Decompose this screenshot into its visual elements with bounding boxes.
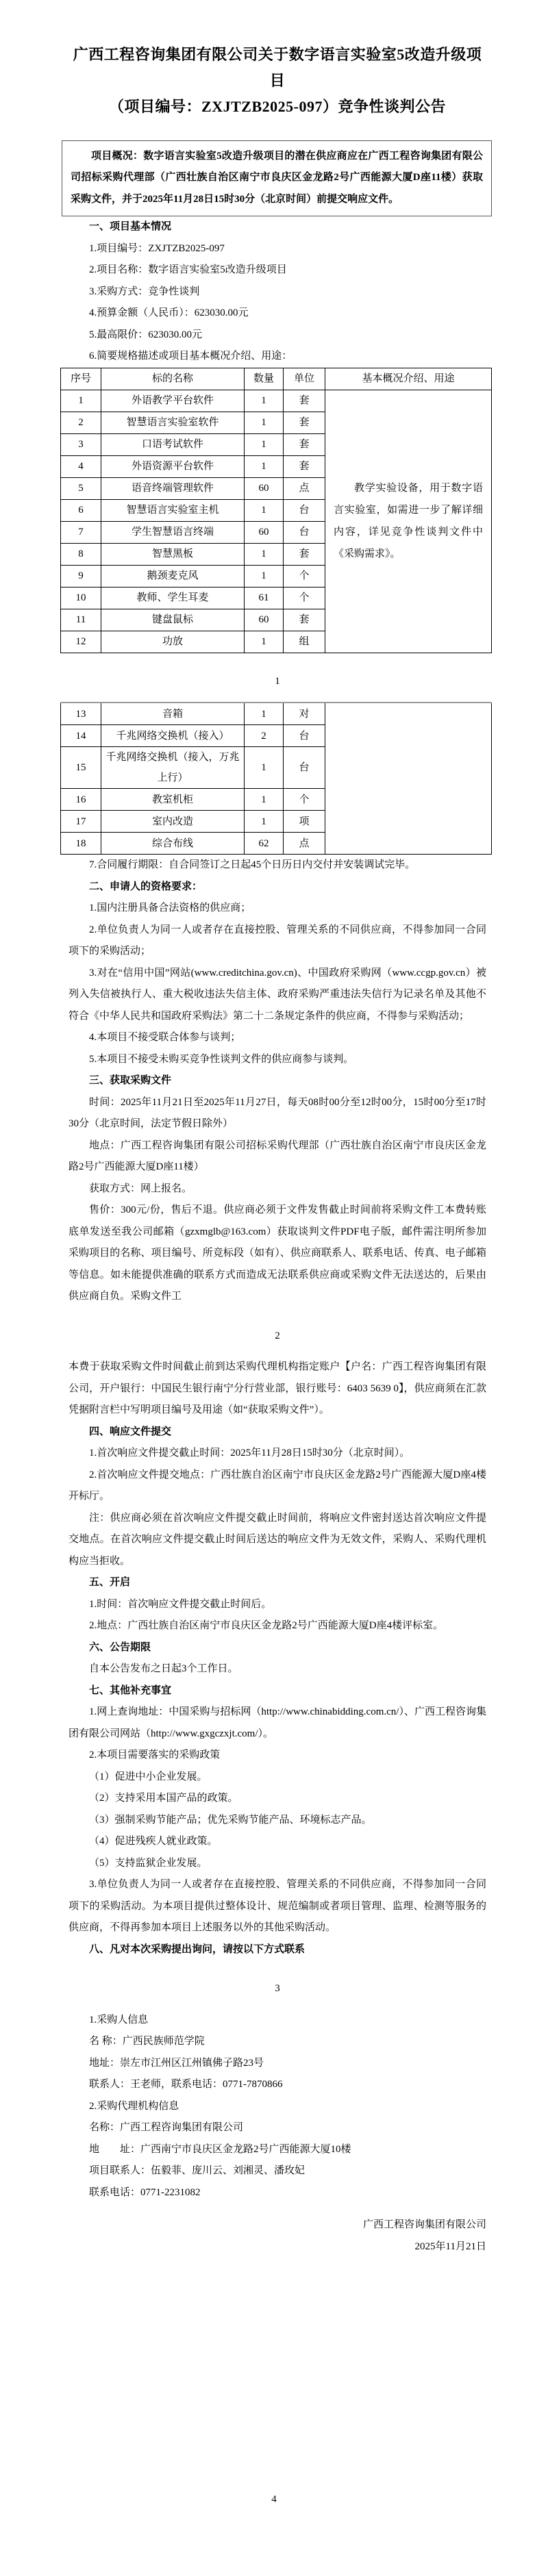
paragraph: 地址：崇左市江州区江州镇佛子路23号 <box>89 2057 264 2069</box>
cell-qty: 60 <box>245 521 284 543</box>
cell-unit: 点 <box>284 833 325 855</box>
document-title-line-1: 广西工程咨询集团有限公司关于数字语言实验室5改造升级项目 <box>73 45 482 89</box>
section-heading: 三、获取采购文件 <box>89 1075 172 1087</box>
table-row <box>61 390 492 412</box>
paragraph: （5）支持监狱企业发展。 <box>89 1857 208 1869</box>
column-header: 数量 <box>245 368 284 390</box>
table-row <box>61 703 492 725</box>
cell-qty: 1 <box>245 499 284 521</box>
paragraph: 时间：2025年11月21日至2025年11月27日，每天08时00分至12时00分，15时00分至17时30分（北京时间，法定节假日除外） <box>68 1096 486 1130</box>
cell-name: 口语考试软件 <box>101 433 245 455</box>
cell-name: 综合布线 <box>101 833 245 855</box>
cell-no: 12 <box>61 631 101 653</box>
page-number: 1 <box>275 675 280 687</box>
cell-no: 6 <box>61 499 101 521</box>
section-heading: 六、公告期限 <box>89 1641 151 1653</box>
cell-unit: 个 <box>284 789 325 811</box>
cell-no: 8 <box>61 543 101 565</box>
cell-name: 教室机柜 <box>101 789 245 811</box>
paragraph: （1）促进中小企业发展。 <box>89 1771 208 1782</box>
cell-unit: 套 <box>284 455 325 477</box>
cell-unit: 个 <box>284 587 325 609</box>
paragraph: 6.简要规格描述或项目基本概况介绍、用途： <box>89 351 292 362</box>
signature-company: 广西工程咨询集团有限公司 <box>362 2219 486 2231</box>
paragraph: 1.网上查询地址：中国采购与招标网（http://www.chinabidding.com.cn/）、广西工程咨询集团有限公司网站（http://www.gxgczxjt.com/）。 <box>68 1706 486 1739</box>
cell-unit: 项 <box>284 811 325 833</box>
spec-note-cell-empty <box>325 703 492 855</box>
paragraph: 2.地点：广西壮族自治区南宁市良庆区金龙路2号广西能源大厦D座4楼评标室。 <box>89 1620 444 1632</box>
paragraph: 4.预算金额（人民币）：623030.00元 <box>89 307 249 319</box>
cell-qty: 1 <box>245 747 284 789</box>
cell-no: 7 <box>61 521 101 543</box>
paragraph: 自本公告发布之日起3个工作日。 <box>89 1663 238 1675</box>
cell-qty: 1 <box>245 789 284 811</box>
paragraph: 名称：广西工程咨询集团有限公司 <box>89 2122 244 2134</box>
cell-qty: 60 <box>245 609 284 631</box>
cell-no: 2 <box>61 412 101 433</box>
cell-unit: 套 <box>284 412 325 433</box>
paragraph: （3）强制采购节能产品；优先采购节能产品、环境标志产品。 <box>89 1814 372 1826</box>
cell-name: 智慧语言实验室主机 <box>101 499 245 521</box>
cell-qty: 1 <box>245 631 284 653</box>
cell-name: 功放 <box>101 631 245 653</box>
page-number: 2 <box>275 1330 280 1341</box>
paragraph: 售价：300元/份，售后不退。供应商必须于文件发售截止时间前将采购文件工本费转账底单发送至我公司邮箱（gzxmglb@163.com）获取谈判文件PDF电子版，邮件需注明所参加采购项目的名称、项目编号、所竞标段（如有）、供应商联系人、联系电话、传真、电子邮箱等信息。如未能提供准确的联系方式而造成无法联系供应商或采购文件无法送达的，后果由供应商自负。采购文件工 <box>68 1204 486 1302</box>
paragraph: 2.采购代理机构信息 <box>89 2100 179 2112</box>
cell-no: 4 <box>61 455 101 477</box>
column-header: 序号 <box>61 368 101 390</box>
cell-name: 学生智慧语言终端 <box>101 521 245 543</box>
cell-no: 14 <box>61 725 101 747</box>
paragraph: 1.项目编号：ZXJTZB2025-097 <box>89 242 225 254</box>
paragraph: 本费于获取采购文件时间截止前到达采购代理机构指定账户【户名：广西工程咨询集团有限公司，开户银行：中国民生银行南宁分行营业部，银行账号：6403 5639 0】，供应商须在汇款凭据附言栏中写明项目编号及用途（如“获取采购文件”）。 <box>68 1361 486 1416</box>
cell-name: 音箱 <box>101 703 245 725</box>
cell-no: 17 <box>61 811 101 833</box>
section-heading: 一、项目基本情况 <box>89 221 172 233</box>
paragraph: 地 址：广西南宁市良庆区金龙路2号广西能源大厦10楼 <box>89 2143 351 2155</box>
cell-qty: 2 <box>245 725 284 747</box>
section-heading: 四、响应文件提交 <box>89 1426 172 1437</box>
paragraph: 2.本项目需要落实的采购政策 <box>89 1750 221 1761</box>
paragraph: 5.本项目不接受未购买竞争性谈判文件的供应商参与谈判。 <box>89 1053 354 1065</box>
items-table-header-row <box>61 368 492 390</box>
section-heading: 八、凡对本次采购提出询问，请按以下方式联系 <box>89 1943 306 1955</box>
cell-unit: 套 <box>284 609 325 631</box>
page-number-4: 4 <box>271 2493 277 2505</box>
paragraph: 联系人：王老师，联系电话：0771-7870866 <box>89 2079 283 2091</box>
cell-name: 鹅颈麦克风 <box>101 565 245 587</box>
cell-qty: 1 <box>245 390 284 412</box>
cell-no: 5 <box>61 477 101 499</box>
column-header: 标的名称 <box>101 368 245 390</box>
cell-name: 室内改造 <box>101 811 245 833</box>
cell-no: 1 <box>61 390 101 412</box>
paragraph: 地点：广西工程咨询集团有限公司招标采购代理部（广西壮族自治区南宁市良庆区金龙路2号广西能源大厦D座11楼） <box>68 1139 486 1173</box>
page-number: 3 <box>275 1983 280 1995</box>
cell-no: 11 <box>61 609 101 631</box>
cell-unit: 对 <box>284 703 325 725</box>
cell-no: 10 <box>61 587 101 609</box>
project-overview-text: 项目概况：数字语言实验室5改造升级项目的潜在供应商应在广西工程咨询集团有限公司招标采购代理部（广西壮族自治区南宁市良庆区金龙路2号广西能源大厦D座11楼）获取采购文件，并于2025年11月28日15时30分（北京时间）前提交响应文件。 <box>71 150 483 205</box>
cell-no: 3 <box>61 433 101 455</box>
cell-qty: 1 <box>245 543 284 565</box>
paragraph: 注：供应商必须在首次响应文件提交截止时间前，将响应文件密封送达首次响应文件提交地点。在首次响应文件提交截止时间后送达的响应文件为无效文件，采购人、采购代理机构应当拒收。 <box>68 1512 486 1567</box>
cell-name: 外语资源平台软件 <box>101 455 245 477</box>
cell-name: 键盘鼠标 <box>101 609 245 631</box>
paragraph: 获取方式：网上报名。 <box>89 1183 192 1194</box>
cell-qty: 60 <box>245 477 284 499</box>
paragraph: 5.最高限价：623030.00元 <box>89 329 203 340</box>
paragraph: 7.合同履行期限：自合同签订之日起45个日历日内交付并安装调试完毕。 <box>89 859 416 871</box>
section-heading: 五、开启 <box>89 1577 131 1589</box>
cell-qty: 61 <box>245 587 284 609</box>
cell-name: 外语教学平台软件 <box>101 390 245 412</box>
cell-qty: 1 <box>245 703 284 725</box>
cell-unit: 套 <box>284 433 325 455</box>
paragraph: 3.对在“信用中国”网站(www.creditchina.gov.cn)、中国政府采购网（www.ccgp.gov.cn）被列入失信被执行人、重大税收违法失信主体、政府采购严重违法失信行为记录名单及其他不符合《中华人民共和国政府采购法》第二十二条规定条件的供应商，不得参与采购活动； <box>68 967 486 1022</box>
paragraph: 1.采购人信息 <box>89 2014 149 2025</box>
cell-unit: 台 <box>284 521 325 543</box>
paragraph: （2）支持采用本国产品的政策。 <box>89 1793 238 1804</box>
items-table-part-1 <box>60 368 492 653</box>
cell-unit: 台 <box>284 725 325 747</box>
paragraph: 3.单位负责人为同一人或者存在直接控股、管理关系的不同供应商，不得参加同一合同项下的采购活动。为本项目提供过整体设计、规范编制或者项目管理、监理、检测等服务的供应商，不得再参加本项目上述服务以外的其他采购活动。 <box>68 1879 486 1934</box>
cell-no: 13 <box>61 703 101 725</box>
cell-unit: 点 <box>284 477 325 499</box>
paragraph: 联系电话：0771-2231082 <box>89 2186 201 2198</box>
cell-unit: 组 <box>284 631 325 653</box>
cell-no: 16 <box>61 789 101 811</box>
cell-unit: 台 <box>284 499 325 521</box>
cell-qty: 1 <box>245 565 284 587</box>
paragraph: 名 称：广西民族师范学院 <box>89 2036 205 2047</box>
paragraph: 项目联系人：伍毅菲、庞川云、刘湘灵、潘玫妃 <box>89 2165 306 2177</box>
column-header: 基本概况介绍、用途 <box>325 368 492 390</box>
cell-unit: 个 <box>284 565 325 587</box>
paragraph: 2.项目名称：数字语言实验室5改造升级项目 <box>89 264 287 276</box>
cell-name: 智慧语言实验室软件 <box>101 412 245 433</box>
cell-no: 9 <box>61 565 101 587</box>
cell-qty: 62 <box>245 833 284 855</box>
spec-note-cell: 教学实验设备，用于数字语言实验室，如需进一步了解详细内容，详见竞争性谈判文件中《采购需求》。 <box>325 390 492 653</box>
cell-no: 18 <box>61 833 101 855</box>
document-title <box>68 10 486 120</box>
cell-qty: 1 <box>245 412 284 433</box>
paragraph: 1.首次响应文件提交截止时间：2025年11月28日15时30分（北京时间）。 <box>89 1448 410 1459</box>
document-body <box>68 216 486 2258</box>
paragraph: （4）促进残疾人就业政策。 <box>89 1836 218 1847</box>
document-content <box>0 10 548 2258</box>
items-table-part-2 <box>60 702 492 855</box>
document-title-line-2: （项目编号：ZXJTZB2025-097）竞争性谈判公告 <box>109 97 446 115</box>
cell-qty: 1 <box>245 811 284 833</box>
project-overview-box <box>62 140 492 217</box>
cell-unit: 套 <box>284 390 325 412</box>
section-heading: 二、申请人的资格要求： <box>89 881 203 892</box>
paragraph: 1.时间：首次响应文件提交截止时间后。 <box>89 1598 272 1610</box>
section-heading: 七、其他补充事宜 <box>89 1684 172 1696</box>
cell-unit: 台 <box>284 747 325 789</box>
paragraph: 3.采购方式：竞争性谈判 <box>89 286 200 297</box>
signature-date: 2025年11月21日 <box>414 2240 486 2252</box>
cell-name: 语音终端管理软件 <box>101 477 245 499</box>
cell-no: 15 <box>61 747 101 789</box>
cell-name: 教师、学生耳麦 <box>101 587 245 609</box>
cell-name: 智慧黑板 <box>101 543 245 565</box>
cell-name: 千兆网络交换机（接入，万兆上行） <box>101 747 245 789</box>
column-header: 单位 <box>284 368 325 390</box>
paragraph: 1.国内注册具备合法资格的供应商； <box>89 902 251 914</box>
cell-unit: 套 <box>284 543 325 565</box>
cell-qty: 1 <box>245 455 284 477</box>
cell-qty: 1 <box>245 433 284 455</box>
cell-name: 千兆网络交换机（接入） <box>101 725 245 747</box>
paragraph: 2.单位负责人为同一人或者存在直接控股、管理关系的不同供应商，不得参加同一合同项下的采购活动； <box>68 924 486 957</box>
paragraph: 4.本项目不接受联合体参与谈判； <box>89 1032 241 1044</box>
paragraph: 2.首次响应文件提交地点：广西壮族自治区南宁市良庆区金龙路2号广西能源大厦D座4楼开标厅。 <box>68 1469 486 1502</box>
